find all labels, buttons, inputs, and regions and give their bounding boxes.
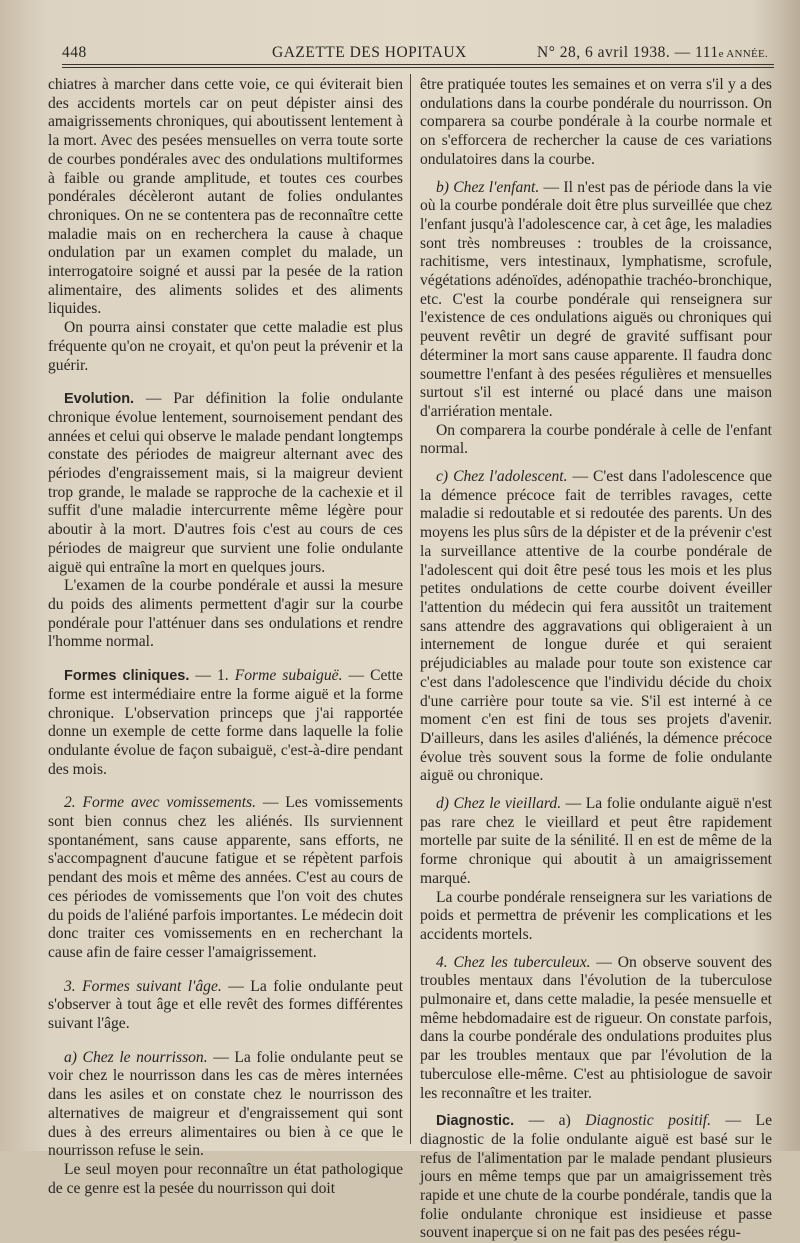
paragraph-evolution: Evolution. — Par définition la folie ondulante chronique évolue lentement, sournoisement pendant des années et celui qui observe le malade pendant longtemps constate des périodes de maigreur alternant avec des périodes d'engraissement mais, si la maigreur devient trop grande, le malade se rapproche de la cachexie et il suffit d'une maladie intercurrente même légère pour aboutir à la mort. D'autres fois c'est au cours de ces périodes de maigreur que survient une folie ondulante aiguë qui entraîne la mort en quelques jours. bbox=[48, 390, 403, 576]
issue-date: N° 28, 6 avril 1938. — 111 bbox=[537, 44, 719, 61]
paragraph: chiatres à marcher dans cette voie, ce qui éviterait bien des accidents mortels car on peut dépister ainsi des amaigrissements chroniques, qui aboutissent lentement à la mort. Avec des pesées mensuelles on verra toute sorte de courbes pondérales avec des ondulations multiformes à faible ou grande amplitude, et toutes ces courbes pondérales décèleront autant de folies ondulantes chroniques. On ne se contentera pas de reconnaître cette maladie mais on en recherchera la cause à chaque ondulation par un examen complet du malade, un interrogatoire soigné et aussi par la pesée de la ration alimentaire, des aliments solides et des aliments liquides. bbox=[48, 76, 403, 318]
paragraph: 3. Formes suivant l'âge. — La folie ondulante peut s'observer à tout âge et elle revêt des formes différentes suivant l'âge. bbox=[48, 977, 403, 1033]
paragraph: être pratiquée toutes les semaines et on verra s'il y a des ondulations dans la courbe pondérale du nourrisson. On comparera sa courbe pondérale à la courbe normale et on s'efforcera de rechercher la cause de ces variations ondulatoires dans la courbe. bbox=[420, 76, 772, 168]
right-column bbox=[420, 76, 772, 1243]
paragraph: La courbe pondérale renseignera sur les variations de poids et permettra de prévenir les complications et les accidents mortels. bbox=[420, 888, 772, 943]
subheading: 2. Forme avec vomissements. bbox=[64, 794, 256, 812]
subheading: d) Chez le vieillard. bbox=[436, 795, 562, 813]
journal-title: GAZETTE DES HOPITAUX bbox=[272, 44, 467, 61]
subheading: c) Chez l'adolescent. bbox=[436, 468, 568, 486]
paragraph: 4. Chez les tuberculeux. — On observe souvent des troubles mentaux dans l'évolution de la tuberculose pulmonaire et, dans cette maladie, la pesée mensuelle et même hebdomadaire est de rigueur. On constate parfois, dans la courbe pondérale des ondulations produites plus par les troubles mentaux que par l'évolution de la tuberculose elle-même. C'est au phtisiologue de savoir les reconnaître et les traiter. bbox=[420, 953, 773, 1102]
issue-info bbox=[537, 44, 768, 62]
running-header bbox=[62, 42, 772, 66]
section-heading-evolution: Evolution. bbox=[64, 391, 135, 408]
paragraph: L'examen de la courbe pondérale et aussi la mesure du poids des aliments permettent d'agir sur la courbe pondérale pour l'atténuer dans ses ondulations et rendre l'homme normal. bbox=[48, 577, 403, 651]
paragraph: b) Chez l'enfant. — Il n'est pas de période dans la vie où la courbe pondérale doit être plus surveillée que chez l'enfant jusqu'à l'adolescence car, à cet âge, les maladies sont très nombreuses : troubles de la croissance, rachitisme, vers intestinaux, lymphatisme, scrofule, végétations adénoïdes, adénopathie trachéo-bronchique, etc. C'est la courbe pondérale qui renseignera sur l'existence de ces ondulations aiguës ou chroniques qui peuvent revêtir un degré de gravité suffisant pour déterminer la mort sans cause apparente. Il faudra donc soumettre l'enfant à des pesées régulières et mensuelles surtout s'il est interné ou placé dans une maison d'arriération mentale. bbox=[420, 178, 772, 420]
subheading: 3. Formes suivant l'âge. bbox=[64, 977, 222, 995]
section-heading-formes: Formes cliniques. bbox=[64, 668, 190, 685]
page-number: 448 bbox=[62, 44, 87, 61]
paragraph: On comparera la courbe pondérale à celle de l'enfant normal. bbox=[420, 421, 772, 458]
column-divider bbox=[410, 74, 411, 1144]
subheading: a) Chez le nourrisson. bbox=[64, 1048, 208, 1066]
left-column bbox=[48, 76, 403, 1198]
issue-year-suffix: e ANNÉE. bbox=[718, 48, 769, 60]
paragraph: d) Chez le vieillard. — La folie ondulante aiguë n'est pas rare chez le vieillard et peut être rapidement mortelle par suite de la sénilité. Il en est de même de la forme chronique qui aboutit à un amaigrissement marqué. bbox=[420, 795, 772, 887]
header-rule-thick bbox=[62, 64, 774, 65]
subheading: Forme subaiguë. bbox=[234, 667, 343, 685]
header-rule-thin bbox=[62, 67, 774, 68]
paragraph: c) Chez l'adolescent. — C'est dans l'adolescence que la démence précoce fait de terribles ravages, cette maladie si redoutable et si redoutée des parents. Un des moyens les plus sûrs de la dépister et de la prévenir c'est la surveillance attentive de la courbe pondérale de l'adolescent qui doit être pesé tous les mois et les plus petites ondulations de cette courbe doivent éveiller l'attention du médecin qui fera aussitôt un traitement sans attendre des aggravations qui obligeraient à un internement de longue durée et qui seraient préjudiciables au malade pour toute son existence car c'est dans l'adolescence que l'individu décide du choix d'une carrière pour toute sa vie. S'il est interné à ce moment c'en est fini de tous ses projets d'avenir. D'ailleurs, dans les asiles d'aliénés, la démence précoce évolue très souvent sous la forme de folie ondulante aiguë ou chronique. bbox=[420, 468, 772, 785]
subheading: Diagnostic positif. bbox=[585, 1112, 712, 1130]
subheading: b) Chez l'enfant. bbox=[436, 178, 540, 196]
paragraph-diagnostic: Diagnostic. — a) Diagnostic positif. — Le diagnostic de la folie ondulante aiguë est basé sur le refus de l'alimentation par le malade pendant plusieurs jours en même temps que par un amaigrissement très rapide et une chute de la courbe pondérale, tandis que la folie ondulante chronique est insidieuse et passe souvent inaperçue si on ne fait pas des pesées régu- bbox=[420, 1112, 773, 1242]
subheading: 4. Chez les tuberculeux. bbox=[436, 953, 591, 971]
paragraph: On pourra ainsi constater que cette maladie est plus fréquente qu'on ne croyait, et qu'on peut la prévenir et la guérir. bbox=[48, 319, 403, 374]
paragraph: 2. Forme avec vomissements. — Les vomissements sont bien connus chez les aliénés. Ils surviennent spontanément, sans cause apparente, sans efforts, ne s'accompagnent d'aucune fatigue et se répètent parfois pendant des mois et même des années. C'est au cours de ces périodes de vomissements que l'on voit des chutes du poids de l'aliéné parfois importantes. Le médecin doit donc traiter ces vomissements en en recherchant la cause afin de faire cesser l'amaigrissement. bbox=[48, 794, 403, 961]
section-heading-diagnostic: Diagnostic. bbox=[436, 1113, 515, 1130]
paragraph: Le seul moyen pour reconnaître un état pathologique de ce genre est la pesée du nourrisson qui doit bbox=[48, 1160, 403, 1197]
paragraph: a) Chez le nourrisson. — La folie ondulante peut se voir chez le nourrisson dans les cas de mères internées dans les asiles et on constate chez le nourrisson des alternatives de maigreur et d'engraissement qui sont dues à des erreurs alimentaires ou bien à ce que le nourrisson refuse le sein. bbox=[48, 1048, 403, 1160]
paragraph-formes: Formes cliniques. — 1. Forme subaiguë. — Cette forme est intermédiaire entre la forme aiguë et la forme chronique. L'observation princeps que j'ai rapportée donne un exemple de cette forme dans laquelle la folie ondulante évolue de façon subaiguë, c'est-à-dire pendant des mois. bbox=[48, 667, 403, 778]
